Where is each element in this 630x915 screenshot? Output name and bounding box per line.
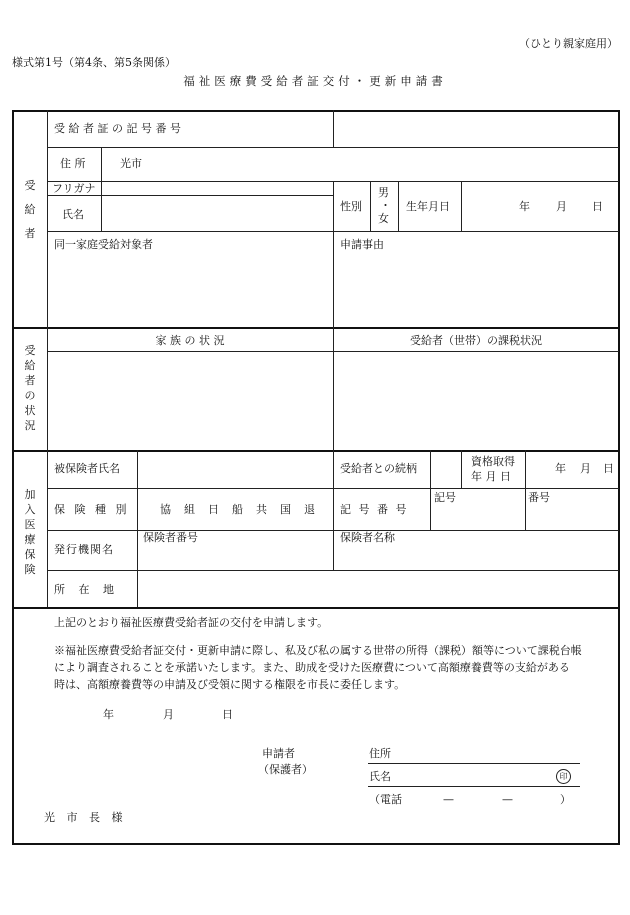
declaration-line: 上記のとおり福祉医療費受給者証の交付を申請します。 [54, 616, 329, 629]
family-status-header: 家 族 の 状 況 [155, 334, 225, 347]
type-option: 日 [208, 503, 219, 516]
insured-name-label: 被保険者氏名 [54, 462, 120, 475]
address-value: 光市 [120, 157, 142, 170]
sex-option-sep: ・ [380, 199, 391, 212]
cert-number-label: 受 給 者 証 の 記 号 番 号 [54, 122, 181, 135]
type-option: 組 [184, 503, 195, 516]
address-label: 住 所 [60, 157, 86, 170]
applicant-label: 申請者 [262, 747, 295, 760]
sex-option-male: 男 [378, 186, 389, 199]
date-day: 日 [222, 708, 233, 721]
type-option: 共 [256, 503, 267, 516]
symbol-label: 記号 [434, 491, 456, 504]
qualification-label-1: 資格取得 [471, 455, 515, 468]
insurer-number-label: 保険者番号 [143, 531, 198, 544]
type-option: 船 [232, 503, 243, 516]
consent-note-2: により調査されることを承諾いたします。また、助成を受けた医療費について高額療養費等の支給がある [54, 661, 570, 674]
form-title: 福祉医療費受給者証交付・更新申請書 [183, 74, 447, 88]
insurance-side-label: 加 入 医 療 保 険 [24, 488, 36, 576]
phone-close: ） [560, 793, 571, 806]
type-option: 国 [280, 503, 291, 516]
insurer-name-label: 保険者名称 [340, 531, 395, 544]
sex-option-female: 女 [378, 212, 389, 225]
date-month: 月 [163, 708, 174, 721]
relation-label: 受給者との続柄 [340, 462, 417, 475]
furigana-label: フリガナ [52, 182, 96, 195]
recipient-side-label: 受 給 者 [24, 179, 36, 240]
qualification-label-2: 年 月 日 [471, 470, 511, 483]
status-side-label: 受 給 者 の 状 況 [24, 344, 36, 432]
phone-dash-2: — [502, 793, 513, 806]
phone-label: （電話 [369, 793, 402, 806]
birthdate-month: 月 [556, 200, 567, 213]
issuer-label: 発行機関名 [54, 543, 114, 556]
date-year: 年 [103, 708, 114, 721]
same-household-label: 同一家庭受給対象者 [54, 238, 153, 251]
tax-status-header: 受給者（世帯）の課税状況 [410, 334, 542, 347]
qualification-day: 日 [603, 462, 614, 475]
type-option: 協 [160, 503, 171, 516]
applicant-name-label: 氏名 [369, 770, 391, 783]
addressee: 光 市 長 様 [44, 811, 127, 824]
usage-note: （ひとり親家庭用） [519, 37, 618, 50]
birthdate-year: 年 [519, 200, 530, 213]
birthdate-day: 日 [592, 200, 603, 213]
name-label: 氏名 [62, 208, 84, 221]
applicant-address-label: 住所 [369, 747, 391, 760]
symbol-number-label: 記 号 番 号 [340, 503, 409, 516]
consent-note-1: ※福祉医療費受給者証交付・更新申請に際し、私及び私の属する世帯の所得（課税）額等について課税台帳 [54, 644, 582, 657]
location-label: 所 在 地 [54, 583, 119, 596]
phone-dash-1: — [443, 793, 454, 806]
type-option: 退 [304, 503, 315, 516]
consent-note-3: 時は、高額療養費等の申請及び受領に関する権限を市長に委任します。 [54, 678, 406, 691]
sex-label: 性別 [340, 200, 362, 213]
qualification-month: 月 [580, 462, 591, 475]
form-number: 様式第1号（第4条、第5条関係） [12, 56, 176, 69]
guardian-label: （保護者） [258, 763, 313, 776]
number-label: 番号 [528, 491, 550, 504]
qualification-year: 年 [555, 462, 566, 475]
insurance-type-label: 保 険 種 別 [54, 503, 130, 516]
birthdate-label: 生年月日 [406, 200, 450, 213]
seal-icon: 印 [556, 769, 571, 784]
reason-label: 申請事由 [340, 238, 384, 251]
